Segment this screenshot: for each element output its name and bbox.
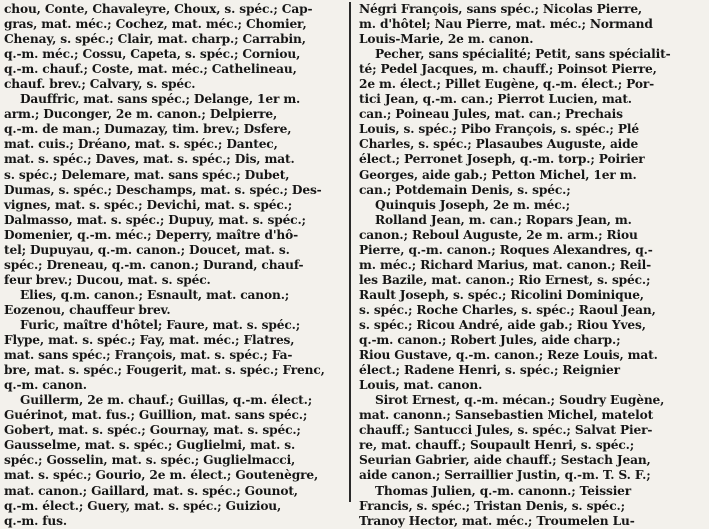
text-line: Seurian Gabrier, aide chauff.; Sestach Jean, [359,453,651,468]
name-list-paragraph [359,484,705,529]
text-line: aide canon.; Serraillier Justin, q.-m. T. S. F.; [359,468,651,483]
text-line: Dauffric, mat. sans spéc.; Delange, 1er m. [20,92,301,107]
name-list-paragraph [4,318,343,393]
text-line: q.-m. fus. [4,513,67,528]
text-line: gras, mat. méc.; Cochez, mat. méc.; Chomier, [4,17,307,32]
text-line: s. spéc.; Roche Charles, s. spéc.; Raoul Jean, [359,302,656,317]
text-line: m. méc.; Richard Marius, mat. canon.; Reil- [359,257,652,272]
text-line: re, mat. chauff.; Soupault Henri, s. spéc.; [359,438,635,453]
text-line: Gausselme, mat. s. spéc.; Guglielmi, mat. s. [4,438,296,453]
text-line: s. spéc.; Delemare, mat. sans spéc.; Dubet, [4,167,290,182]
text-line: tici Jean, q.-m. can.; Pierrot Lucien, mat. [359,92,632,107]
text-line: q.-m. canon.; Robert Jules, aide charp.; [359,333,621,348]
text-line: Georges, aide gab.; Petton Michel, 1er m. [359,167,637,182]
text-line: Elies, q.m. canon.; Esnault, mat. canon.; [20,287,290,302]
name-list-paragraph [4,288,343,318]
text-line: Louis, mat. canon. [359,378,483,393]
text-line: Gobert, mat. s. spéc.; Gournay, mat. s. spéc.; [4,423,301,438]
text-line: vignes, mat. s. spéc.; Devichi, mat. s. spéc.; [4,197,293,212]
name-list-paragraph [359,47,705,197]
name-list-paragraph [359,393,705,483]
text-line: bre, mat. s. spéc.; Fougerit, mat. s. spéc.; Frenc, [4,363,325,378]
text-line: Francis, s. spéc.; Tristan Denis, s. spéc.; [359,498,626,513]
text-line: Chenay, s. spéc.; Clair, mat. charp.; Carrabin, [4,32,306,47]
text-line: Flype, mat. s. spéc.; Fay, mat. méc.; Flatres, [4,333,295,348]
text-line: Eozenou, chauffeur brev. [4,302,171,317]
text-line: mat. cuis.; Dréano, mat. s. spéc.; Dantec, [4,137,278,152]
text-line: q.-m. de man.; Dumazay, tim. brev.; Dsfere, [4,122,292,137]
text-line: Quinquis Joseph, 2e m. méc.; [375,197,570,212]
text-line: spéc.; Dreneau, q.-m. canon.; Durand, chauf- [4,257,304,272]
text-line: Charles, s. spéc.; Plasaubes Auguste, aide [359,137,639,152]
text-line: élect.; Perronet Joseph, q.-m. torp.; Poirier [359,152,645,167]
text-line: mat. s. spéc.; Daves, mat. s. spéc.; Dis, mat. [4,152,295,167]
text-line: Sirot Ernest, q.-m. mécan.; Soudry Eugène, [375,393,665,408]
text-line: té; Pedel Jacques, m. chauff.; Poinsot Pierre, [359,62,657,77]
text-line: Rault Joseph, s. spéc.; Ricolini Dominique, [359,287,644,302]
text-line: m. d'hôtel; Nau Pierre, mat. méc.; Normand [359,17,653,32]
text-line: q.-m. méc.; Cossu, Capeta, s. spéc.; Corniou, [4,47,301,62]
text-line: Guérinot, mat. fus.; Guillion, mat. sans spéc.; [4,408,308,423]
text-line: s. spéc.; Ricou André, aide gab.; Riou Yves, [359,317,646,332]
text-line: q.-m. canon. [4,378,87,393]
text-line: spéc.; Gosselin, mat. s. spéc.; Guglielmacci, [4,453,296,468]
text-line: can.; Poineau Jules, mat. can.; Prechais [359,107,623,122]
text-line: feur brev.; Ducou, mat. s. spéc. [4,272,211,287]
left-column [4,2,349,528]
text-line: Furic, maître d'hôtel; Faure, mat. s. spéc.; [20,317,301,332]
text-line: Rolland Jean, m. can.; Ropars Jean, m. [375,212,632,227]
text-line: mat. s. spéc.; Gourio, 2e m. élect.; Goutenègre, [4,468,319,483]
name-list-paragraph [4,393,343,528]
text-line: canon.; Reboul Auguste, 2e m. arm.; Riou [359,227,638,242]
text-line: les Bazile, mat. canon.; Rio Ernest, s. spéc.; [359,272,651,287]
name-list-paragraph [359,2,705,47]
text-line: Louis-Marie, 2e m. canon. [359,32,534,47]
text-line: chauf. brev.; Calvary, s. spéc. [4,77,196,92]
text-line: mat. canonn.; Sansebastien Michel, matelot [359,408,654,423]
text-line: tel; Dupuyau, q.-m. canon.; Doucet, mat. s. [4,242,290,257]
text-line: Pierre, q.-m. canon.; Roques Alexandres, q.- [359,242,653,257]
text-line: can.; Potdemain Denis, s. spéc.; [359,182,571,197]
right-column [351,2,705,528]
text-line: mat. sans spéc.; François, mat. s. spéc.; Fa- [4,348,293,363]
name-list-paragraph [359,198,705,213]
text-line: Dalmasso, mat. s. spéc.; Dupuy, mat. s. spéc.; [4,212,306,227]
name-list-paragraph [359,213,705,394]
text-line: chou, Conte, Chavaleyre, Choux, s. spéc.; Cap- [4,2,313,16]
text-line: mat. canon.; Gaillard, mat. s. spéc.; Gounot, [4,483,298,498]
text-line: q.-m. chauf.; Coste, mat. méc.; Cathelineau, [4,62,297,77]
name-list-paragraph [4,92,343,288]
text-line: élect.; Radene Henri, s. spéc.; Reignier [359,363,620,378]
text-line: Dumas, s. spéc.; Deschamps, mat. s. spéc.; Des- [4,182,322,197]
text-line: 2e m. élect.; Pillet Eugène, q.-m. élect.; Por- [359,77,655,92]
name-list-paragraph [4,2,343,92]
text-line: arm.; Duconger, 2e m. canon.; Delpierre, [4,107,278,122]
text-line: Riou Gustave, q.-m. canon.; Reze Louis, mat. [359,348,658,363]
text-line: Négri François, sans spéc.; Nicolas Pierre, [359,2,643,16]
text-line: Guillerm, 2e m. chauf.; Guillas, q.-m. élect.; [20,393,313,408]
text-line: Pecher, sans spécialité; Petit, sans spécialit- [375,47,671,62]
text-line: Tranoy Hector, mat. méc.; Troumelen Lu- [359,513,635,528]
text-line: Thomas Julien, q.-m. canonn.; Teissier [375,483,632,498]
text-line: q.-m. élect.; Guery, mat. s. spéc.; Guiziou, [4,498,282,513]
text-line: chauff.; Santucci Jules, s. spéc.; Salvat Pier- [359,423,653,438]
text-line: Louis, s. spéc.; Pibo François, s. spéc.; Plé [359,122,639,137]
text-line: Domenier, q.-m. méc.; Deperry, maître d'hô- [4,227,299,242]
